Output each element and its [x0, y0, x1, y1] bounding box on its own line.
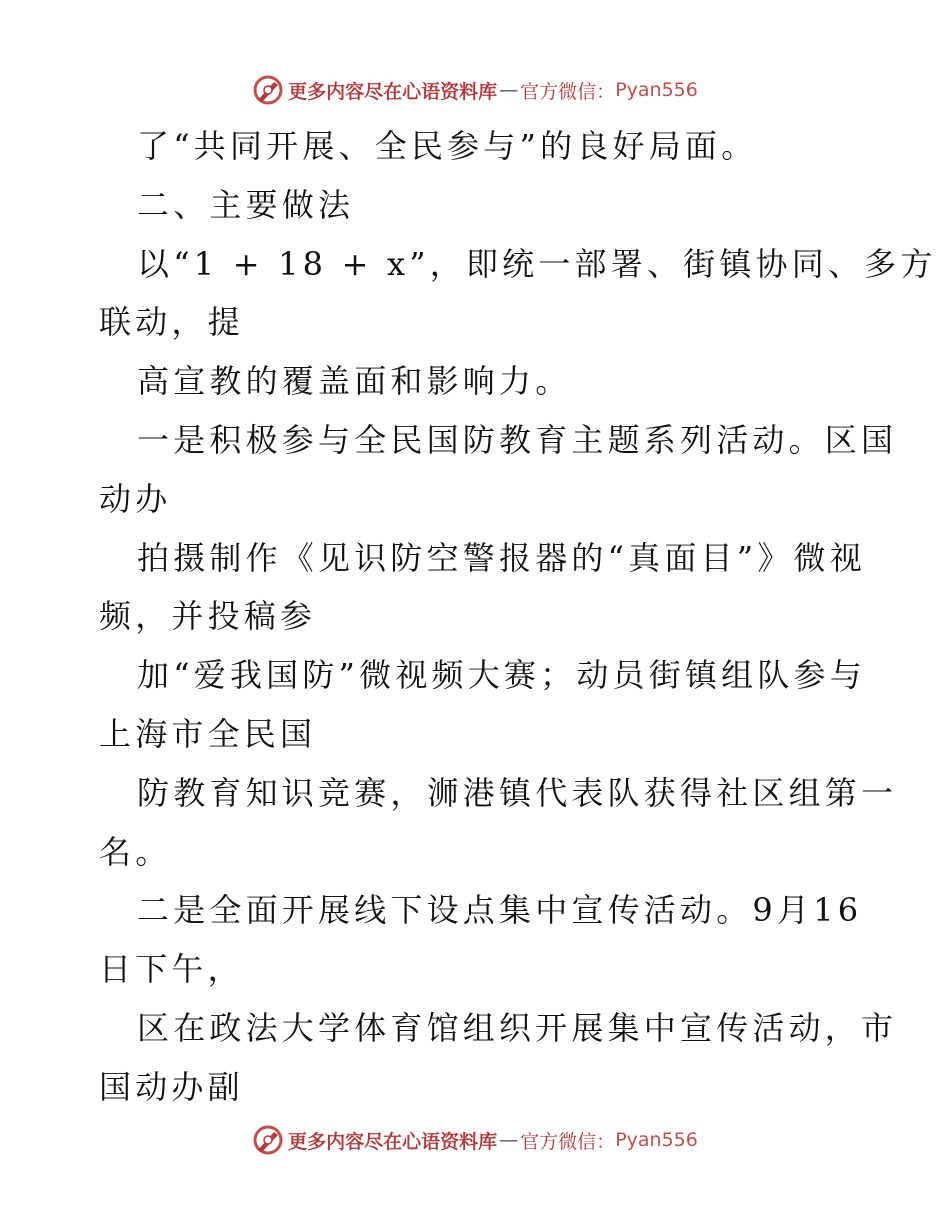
body-line-11: 上海市全民国 — [99, 714, 317, 753]
footer-watermark-banner — [0, 1120, 950, 1160]
body-line-13: 名。 — [99, 832, 172, 871]
pen-logo-icon — [252, 1124, 284, 1156]
body-line-3: 以“1 + 18 + x”，即统一部署、街镇协同、多方 — [137, 244, 937, 283]
banner-handle-label: 官方微信： — [520, 1130, 616, 1153]
banner-handle-id: Pyan556 — [615, 79, 698, 101]
banner-brand-text: 更多内容尽在心语资料库 — [288, 80, 498, 103]
body-line-6: 一是积极参与全民国防教育主题系列活动。区国 — [137, 420, 898, 459]
banner-brand-text: 更多内容尽在心语资料库 — [288, 1130, 498, 1153]
body-line-14: 二是全面开展线下设点集中宣传活动。9月16 — [137, 891, 863, 930]
body-line-12: 防教育知识竞赛，浉港镇代表队获得社区组第一 — [137, 773, 898, 812]
banner-handle-label: 官方微信： — [520, 80, 616, 103]
banner-handle-id: Pyan556 — [615, 1129, 698, 1151]
body-line-16: 区在政法大学体育馆组织开展集中宣传活动，市 — [137, 1008, 898, 1047]
body-line-5: 高宣教的覆盖面和影响力。 — [137, 362, 572, 401]
banner-separator: — — [499, 1129, 519, 1151]
body-line-17: 国动办副 — [99, 1067, 244, 1106]
body-line-9: 频，并投稿参 — [99, 597, 317, 636]
pen-logo-icon — [252, 74, 284, 106]
body-line-4: 联动，提 — [99, 303, 244, 342]
banner-separator: — — [499, 79, 519, 101]
body-line-1: 了“共同开展、全民参与”的良好局面。 — [137, 127, 758, 165]
body-line-10: 加“爱我国防”微视频大赛；动员街镇组队参与 — [137, 656, 866, 695]
section-heading-main-practices: 二、主要做法 — [137, 185, 355, 224]
body-line-15: 日下午， — [99, 950, 244, 989]
header-watermark-banner — [0, 70, 950, 110]
body-line-7: 动办 — [99, 479, 172, 518]
body-line-8: 拍摄制作《见识防空警报器的“真面目”》微视 — [137, 538, 866, 577]
document-body — [0, 117, 950, 1117]
